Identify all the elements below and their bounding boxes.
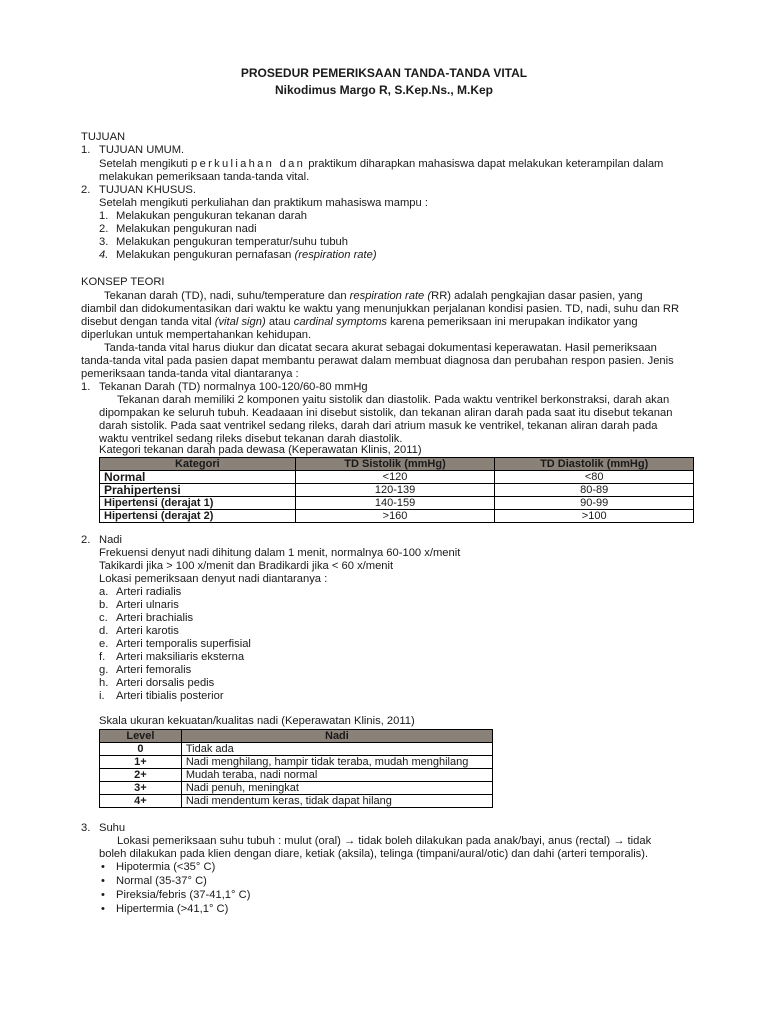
konsep-p1-text: RR) adalah pengkajian dasar pasien, yang xyxy=(431,290,643,302)
list-item xyxy=(99,599,108,612)
tujuan-umum-text-1c: praktikum diharapkan mahasiswa dapat melakukan keterampilan dalam xyxy=(308,158,664,170)
table-header-cell: TD Diastolik (mmHg) xyxy=(495,458,694,471)
nadi-text-line-2: Takikardi jika > 100 x/menit dan Bradikardi jika < 60 x/menit xyxy=(99,560,394,572)
tujuan-umum-text-line-1 xyxy=(99,158,663,171)
table-row xyxy=(100,743,493,756)
table-cell: Tidak ada xyxy=(181,743,492,756)
list-item-letter: c. xyxy=(99,612,108,624)
table-header-row xyxy=(100,730,493,743)
table-row xyxy=(100,782,493,795)
tujuan-umum-text-1b: perkuliahan dan xyxy=(191,158,306,170)
table-row xyxy=(100,756,493,769)
table-row xyxy=(100,471,694,484)
blood-pressure-table xyxy=(99,457,694,523)
table-cell: Prahipertensi xyxy=(100,484,296,497)
table-cell: Hipertensi (derajat 1) xyxy=(100,497,296,510)
list-item-text: Arteri ulnaris xyxy=(116,599,179,611)
konsep-p1-line-3 xyxy=(81,316,638,329)
list-item xyxy=(99,249,108,262)
suhu-number: 3. xyxy=(81,822,91,834)
table-header-cell: Nadi xyxy=(181,730,492,743)
table-row xyxy=(100,484,694,497)
td-text-line-4: waktu ventrikel sedang rileks disebut tekanan darah diastolik. xyxy=(99,433,403,445)
konsep-p2-line-3: pemeriksaan tanda-tanda vital diantaranya : xyxy=(81,368,299,380)
table-cell: 3+ xyxy=(100,782,182,795)
list-item-text: Arteri dorsalis pedis xyxy=(116,677,215,689)
table-cell: <80 xyxy=(495,471,694,484)
page-title: PROSEDUR PEMERIKSAAN TANDA-TANDA VITAL xyxy=(240,66,528,80)
suhu-text-line-1: Lokasi pemeriksaan suhu tubuh : mulut (oral) → tidak boleh dilakukan pada anak/bayi, anus (rectal) → tidak xyxy=(117,835,652,847)
list-item-text xyxy=(116,249,377,262)
list-item-text: Arteri temporalis superfisial xyxy=(116,638,251,650)
table-cell: 120-139 xyxy=(295,484,495,497)
table-row xyxy=(100,795,493,808)
tujuan-khusus-number: 2. xyxy=(81,184,91,196)
td-heading: Tekanan Darah (TD) normalnya 100-120/60-80 mmHg xyxy=(99,381,368,393)
konsep-p1-italic: cardinal symptoms xyxy=(293,316,387,328)
list-item-number: 4. xyxy=(99,249,109,261)
table-header-cell: Level xyxy=(100,730,182,743)
list-item-text: Arteri brachialis xyxy=(116,612,194,624)
table-cell: 0 xyxy=(100,743,182,756)
table-header-cell: TD Sistolik (mmHg) xyxy=(295,458,495,471)
konsep-p1-text: disebut dengan tanda vital xyxy=(81,316,212,328)
nadi-text-line-3: Lokasi pemeriksaan denyut nadi diantaranya : xyxy=(99,573,328,585)
list-item xyxy=(99,677,108,690)
konsep-p1-text: Tekanan darah (TD), nadi, suhu/temperature dan xyxy=(104,290,347,302)
table-row xyxy=(100,510,694,523)
list-item-text: Melakukan pengukuran tekanan darah xyxy=(116,210,307,222)
table-cell: >100 xyxy=(495,510,694,523)
pulse-scale-table xyxy=(99,729,493,808)
list-item-text-italic: (respiration rate) xyxy=(294,249,377,261)
tujuan-umum-text-line-2: melakukan pemeriksaan tanda-tanda vital. xyxy=(99,171,310,183)
konsep-p1-italic: respiration rate ( xyxy=(349,290,432,302)
konsep-p2-line-2: tanda-tanda vital pada pasien dapat membantu perawat dalam membuat diagnosa dan perubahan respon pasien. Jenis xyxy=(81,355,674,367)
table-cell: Hipertensi (derajat 2) xyxy=(100,510,296,523)
list-item-text: Arteri maksiliaris eksterna xyxy=(116,651,245,663)
list-item xyxy=(99,651,105,664)
list-item-letter: a. xyxy=(99,586,109,598)
bullet-item: • Hipertermia (>41,1° C) xyxy=(116,903,228,916)
table-row xyxy=(100,769,493,782)
list-item xyxy=(99,210,108,223)
suhu-text-line-2: boleh dilakukan pada klien dengan diare, ketiak (aksila), telinga (timpani/aural/otic) dan dahi (arteri temporalis). xyxy=(99,848,649,860)
konsep-heading: KONSEP TEORI xyxy=(81,276,165,288)
bullet-item: • Hipotermia (<35° C) xyxy=(116,861,215,874)
table-header-cell: Kategori xyxy=(100,458,296,471)
list-item-text-main: Melakukan pengukuran pernafasan xyxy=(116,249,292,261)
table-cell: >160 xyxy=(295,510,495,523)
list-item-number: 1. xyxy=(99,210,109,222)
list-item-number: 3. xyxy=(99,236,109,248)
nadi-number: 2. xyxy=(81,534,91,546)
konsep-p1-text: atau xyxy=(268,316,291,328)
nadi-text-line-1: Frekuensi denyut nadi dihitung dalam 1 menit, normalnya 60-100 x/menit xyxy=(99,547,461,559)
list-item-letter: h. xyxy=(99,677,109,689)
table-cell: Nadi mendentum keras, tidak dapat hilang xyxy=(181,795,492,808)
list-item-text: Arteri femoralis xyxy=(116,664,192,676)
table-cell: Nadi menghilang, hampir tidak teraba, mudah menghilang xyxy=(181,756,492,769)
konsep-p2-line-1: Tanda-tanda vital harus diukur dan dicatat secara akurat sebagai dokumentasi keperawatan. Hasil pemeriksaan xyxy=(104,342,657,354)
list-item-text: Arteri tibialis posterior xyxy=(116,690,224,702)
tujuan-khusus-intro: Setelah mengikuti perkuliahan dan praktikum mahasiswa mampu : xyxy=(99,197,428,209)
list-item xyxy=(99,638,108,651)
td-text-line-3: darah sistolik. Pada saat ventrikel sedang rileks, darah dari atrium masuk ke ventrikel, tekanan aliran darah pada xyxy=(99,420,658,432)
table-cell: Mudah teraba, nadi normal xyxy=(181,769,492,782)
table-cell: <120 xyxy=(295,471,495,484)
nadi-heading: Nadi xyxy=(99,534,123,546)
konsep-p1-line-1 xyxy=(104,290,643,303)
table-header-row xyxy=(100,458,694,471)
list-item xyxy=(99,690,105,703)
list-item xyxy=(99,612,108,625)
list-item-text: Melakukan pengukuran nadi xyxy=(116,223,257,235)
td-table-caption: Kategori tekanan darah pada dewasa (Keperawatan Klinis, 2011) xyxy=(99,444,422,456)
table-cell: 1+ xyxy=(100,756,182,769)
tujuan-umum-text-1a: Setelah mengikuti xyxy=(99,158,188,170)
tujuan-umum-heading: TUJUAN UMUM. xyxy=(99,144,185,156)
table-cell: 140-159 xyxy=(295,497,495,510)
author-line: Nikodimus Margo R, S.Kep.Ns., M.Kep xyxy=(274,83,494,97)
list-item-letter: e. xyxy=(99,638,109,650)
list-item-text: Arteri radialis xyxy=(116,586,182,598)
list-item-letter: d. xyxy=(99,625,109,637)
list-item-text: Arteri karotis xyxy=(116,625,179,637)
list-item xyxy=(99,664,108,677)
table-cell: Normal xyxy=(100,471,296,484)
nadi-table-caption: Skala ukuran kekuatan/kualitas nadi (Keperawatan Klinis, 2011) xyxy=(99,715,415,727)
table-cell: 4+ xyxy=(100,795,182,808)
konsep-p1-line-2: diambil dan didokumentasikan dari waktu ke waktu yang menunjukkan perjalanan kondisi pasien. TD, nadi, suhu dan RR xyxy=(81,303,680,315)
konsep-p1-line-4: diperlukan untuk mempertahankan kehidupan. xyxy=(81,329,312,341)
table-cell: 90-99 xyxy=(495,497,694,510)
tujuan-khusus-heading: TUJUAN KHUSUS. xyxy=(99,184,196,196)
list-item xyxy=(99,223,108,236)
table-row xyxy=(100,497,694,510)
konsep-p1-text: karena pemeriksaan ini merupakan indikator yang xyxy=(390,316,638,328)
table-cell: Nadi penuh, meningkat xyxy=(181,782,492,795)
bullet-item: • Pireksia/febris (37-41,1° C) xyxy=(116,889,250,902)
list-item-number: 2. xyxy=(99,223,109,235)
list-item xyxy=(99,586,108,599)
list-item xyxy=(99,236,108,249)
td-number: 1. xyxy=(81,381,91,393)
td-text-line-1: Tekanan darah memiliki 2 komponen yaitu sistolik dan diastolik. Pada waktu ventrikel berkonstraksi, darah akan xyxy=(117,394,670,406)
list-item-letter: g. xyxy=(99,664,109,676)
table-cell: 80-89 xyxy=(495,484,694,497)
td-text-line-2: dipompakan ke seluruh tubuh. Keadaaan ini disebut sistolik, dan tekanan aliran darah pada saat itu disebut tekanan xyxy=(99,407,673,419)
konsep-p1-italic: (vital sign) xyxy=(214,316,266,328)
list-item-letter: f. xyxy=(99,651,106,663)
suhu-heading: Suhu xyxy=(99,822,126,834)
list-item-letter: b. xyxy=(99,599,109,611)
tujuan-umum-number: 1. xyxy=(81,144,91,156)
list-item-letter: i. xyxy=(99,690,105,702)
tujuan-heading: TUJUAN xyxy=(81,131,126,143)
list-item-text: Melakukan pengukuran temperatur/suhu tubuh xyxy=(116,236,348,248)
list-item xyxy=(99,625,108,638)
table-cell: 2+ xyxy=(100,769,182,782)
bullet-item: • Normal (35-37° C) xyxy=(116,875,207,888)
